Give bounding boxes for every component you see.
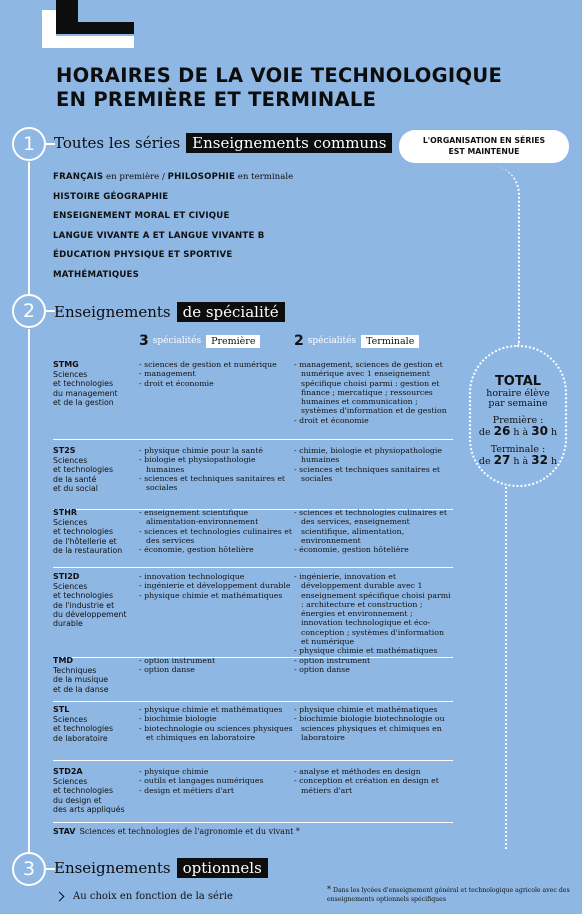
section-2-highlight: de spécialité (177, 302, 285, 322)
series-code: ST2S (53, 446, 76, 455)
series-description: Sciences et technologies de la santé et du social (53, 456, 114, 493)
series-description: Sciences et technologies du design et des arts appliqués (53, 777, 125, 814)
section-2-heading (54, 302, 285, 322)
table-row (53, 508, 453, 568)
total-subtitle-1: horaire élève (486, 388, 550, 399)
terminale-label: Terminale (361, 335, 419, 348)
terminale-column-header (294, 333, 419, 349)
series-code: STHR (53, 508, 78, 517)
total-subtitle-2: par semaine (488, 398, 548, 409)
section-2-label: Enseignements (54, 303, 171, 321)
series-code: STL (53, 705, 70, 714)
chevron-right-icon (55, 892, 65, 902)
list-item: ÉDUCATION PHYSIQUE ET SPORTIVE (53, 250, 233, 261)
series-description: Sciences et technologies de l'agronomie et du vivant * (79, 827, 300, 836)
premiere-word: spécialités (152, 336, 202, 346)
organisation-note-line-2: EST MAINTENUE (448, 147, 520, 156)
table-row (53, 705, 453, 761)
dotted-connector-lower (505, 487, 507, 849)
optional-choice-text: Au choix en fonction de la série (73, 891, 233, 902)
premiere-specialties: - physique chimie pour la santé - biologie et physiopathologie humaines - sciences et techniques sanitaires et sociales (139, 446, 286, 493)
premiere-specialties: - enseignement scientifique alimentation-environnement - sciences et technologies culinaires et des services - économie, gestion hôtelière (139, 508, 293, 555)
series-code: STMG (53, 360, 79, 369)
section-1-highlight: Enseignements communs (186, 133, 392, 153)
section-3-number: 3 (12, 852, 46, 886)
total-hours-badge (469, 345, 567, 487)
terminale-count: 2 (294, 333, 304, 349)
series-description: Sciences et technologies de laboratoire (53, 715, 114, 743)
footnote-marker: * (327, 885, 331, 894)
terminale-word: spécialités (307, 336, 357, 346)
premiere-specialties: - physique chimie et mathématiques - biochimie biologie - biotechnologie ou sciences physiques et chimiques en laboratoire (139, 705, 293, 742)
footnote (327, 885, 577, 904)
dotted-connector (470, 165, 520, 345)
series-description: Sciences et technologies de l'hôtellerie et de la restauration (53, 518, 123, 555)
organisation-note-badge (399, 130, 569, 163)
terminale-specialties: - physique chimie et mathématiques - biochimie biologie biotechnologie ou sciences physiques et chimiques en laboratoire (294, 705, 445, 742)
premiere-specialties: - innovation technologique - ingénierie et développement durable - physique chimie et mathématiques (139, 572, 291, 600)
section-3-heading (54, 858, 268, 878)
terminale-specialties: - option instrument - option danse (294, 656, 371, 675)
section-connector-2 (28, 329, 30, 852)
list-item: MATHÉMATIQUES (53, 269, 139, 280)
terminale-specialties: - analyse et méthodes en design - conception et création en design et métiers d'art (294, 767, 439, 795)
terminale-specialties: - ingénierie, innovation et développement durable avec 1 enseignement spécifique choisi parmi : architecture et construction ; énergies et environnement ; innovation technologique et éco-conception ; systèmes d'information et numérique - physique chimie et mathématiques (294, 572, 451, 656)
corner-mark-black-base (56, 22, 134, 34)
series-code: STI2D (53, 572, 80, 581)
corner-mark-white-base (42, 36, 134, 48)
total-title: TOTAL (494, 374, 542, 389)
title-line-1: HORAIRES DE LA VOIE TECHNOLOGIQUE (56, 64, 503, 87)
terminale-specialties: - sciences et technologies culinaires et des services, enseignement scientifique, alimentation, environnement - économie, gestion hôtelière (294, 508, 448, 555)
table-row (53, 446, 453, 510)
section-3-highlight: optionnels (177, 858, 268, 878)
total-terminale-label: Terminale : (490, 444, 546, 455)
series-code: STAV (53, 827, 76, 836)
list-item: FRANÇAIS en première / PHILOSOPHIE en terminale (53, 172, 294, 182)
section-3-label: Enseignements (54, 859, 171, 877)
stav-row (53, 827, 300, 836)
total-premiere-range: de 26 h à 30 h (478, 424, 558, 438)
list-item: HISTOIRE GÉOGRAPHIE (53, 191, 169, 202)
section-1-label: Toutes les séries (54, 134, 181, 152)
table-row (53, 767, 453, 823)
premiere-label: Première (206, 335, 260, 348)
section-1-number: 1 (12, 127, 46, 161)
series-code: TMD (53, 656, 74, 665)
premiere-specialties: - sciences de gestion et numérique - management - droit et économie (139, 360, 277, 388)
premiere-specialties: - physique chimie - outils et langages numériques - design et métiers d'art (139, 767, 264, 795)
page-title (56, 64, 556, 112)
terminale-specialties: - management, sciences de gestion et numérique avec 1 enseignement spécifique choisi parmi : gestion et finance ; mercatique ; ressources humaines et communication ; systèmes d'information et de gestion - droit et économie (294, 360, 447, 425)
section-connector-1 (28, 162, 30, 294)
title-line-2: EN PREMIÈRE ET TERMINALE (56, 88, 377, 111)
terminale-specialties: - chimie, biologie et physiopathologie humaines - sciences et techniques sanitaires et sociales (294, 446, 443, 483)
premiere-specialties: - option instrument - option danse (139, 656, 216, 675)
series-description: Sciences et technologies de l'industrie et du développement durable (53, 582, 127, 629)
series-description: Sciences et technologies du management et de la gestion (53, 370, 118, 407)
footnote-text: Dans les lycées d'enseignement général et technologique agricole avec des enseignements optionnels spécifiques (327, 887, 570, 903)
table-row (53, 360, 453, 440)
total-premiere-label: Première : (492, 415, 544, 426)
series-description: Techniques de la musique et de la danse (53, 666, 109, 694)
list-item: LANGUE VIVANTE A ET LANGUE VIVANTE B (53, 230, 265, 241)
series-code: STD2A (53, 767, 83, 776)
optional-choice-note (56, 891, 233, 902)
table-row (53, 656, 453, 702)
table-row (53, 572, 453, 658)
list-item: ENSEIGNEMENT MORAL ET CIVIQUE (53, 211, 230, 222)
organisation-note-line-1: L'ORGANISATION EN SÉRIES (422, 136, 546, 145)
premiere-count: 3 (139, 333, 149, 349)
total-terminale-range: de 27 h à 32 h (478, 453, 558, 467)
section-2-number: 2 (12, 294, 46, 328)
common-subjects-list (53, 168, 293, 286)
premiere-column-header (139, 333, 260, 349)
section-1-heading (54, 133, 392, 153)
